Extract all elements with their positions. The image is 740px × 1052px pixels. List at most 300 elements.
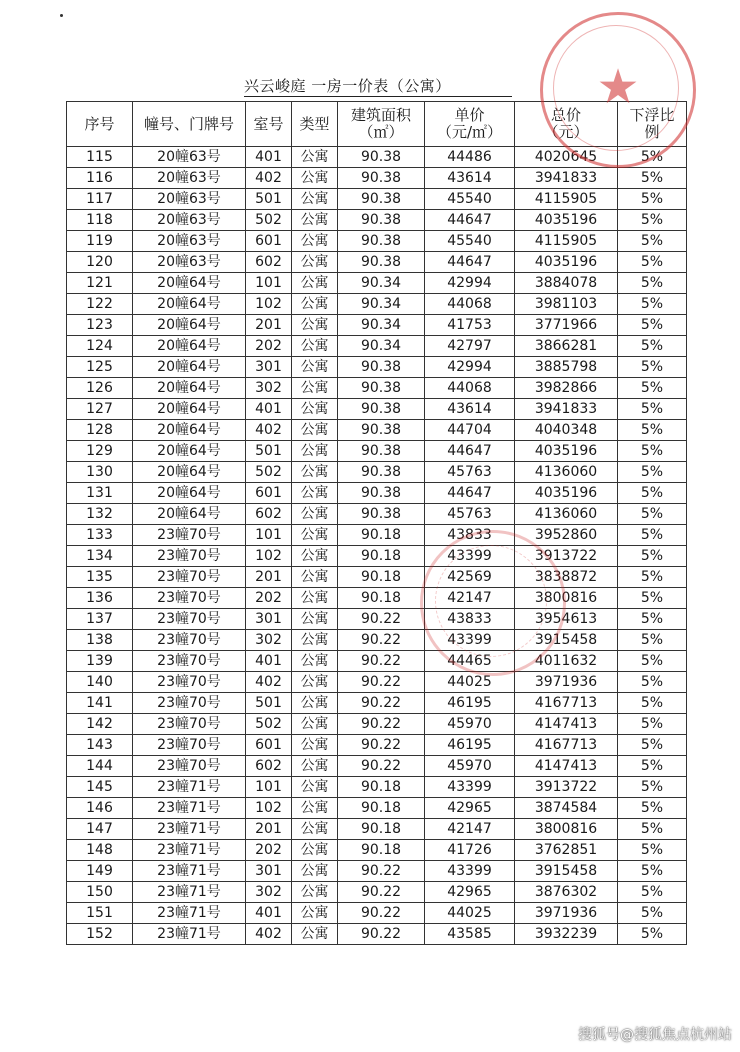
cell-area: 90.22	[338, 924, 425, 945]
cell-room: 402	[246, 672, 292, 693]
cell-type: 公寓	[292, 735, 338, 756]
cell-building-door: 20幢64号	[133, 504, 246, 525]
table-row	[67, 420, 687, 441]
cell-room: 501	[246, 189, 292, 210]
cell-total-price: 4035196	[515, 252, 618, 273]
cell-type: 公寓	[292, 231, 338, 252]
cell-unit-price: 44465	[425, 651, 515, 672]
table-row	[67, 315, 687, 336]
scan-speck	[60, 14, 63, 17]
cell-type: 公寓	[292, 903, 338, 924]
cell-index: 129	[67, 441, 133, 462]
cell-area: 90.38	[338, 441, 425, 462]
cell-discount: 5%	[618, 441, 687, 462]
cell-building-door: 23幢70号	[133, 630, 246, 651]
cell-discount: 5%	[618, 924, 687, 945]
cell-building-door: 23幢71号	[133, 861, 246, 882]
cell-room: 401	[246, 147, 292, 168]
cell-area: 90.18	[338, 798, 425, 819]
cell-building-door: 23幢70号	[133, 756, 246, 777]
cell-room: 602	[246, 504, 292, 525]
cell-total-price: 4040348	[515, 420, 618, 441]
cell-room: 401	[246, 399, 292, 420]
cell-area: 90.22	[338, 651, 425, 672]
cell-building-door: 20幢63号	[133, 210, 246, 231]
cell-index: 134	[67, 546, 133, 567]
cell-index: 149	[67, 861, 133, 882]
cell-unit-price: 45763	[425, 462, 515, 483]
table-row	[67, 231, 687, 252]
cell-building-door: 20幢64号	[133, 294, 246, 315]
cell-discount: 5%	[618, 630, 687, 651]
cell-unit-price: 44068	[425, 294, 515, 315]
cell-room: 301	[246, 609, 292, 630]
cell-total-price: 3874584	[515, 798, 618, 819]
cell-total-price: 3800816	[515, 588, 618, 609]
cell-unit-price: 43614	[425, 399, 515, 420]
cell-total-price: 3838872	[515, 567, 618, 588]
cell-unit-price: 44025	[425, 672, 515, 693]
cell-area: 90.22	[338, 714, 425, 735]
cell-index: 136	[67, 588, 133, 609]
cell-type: 公寓	[292, 189, 338, 210]
price-table	[66, 101, 687, 945]
cell-room: 502	[246, 210, 292, 231]
cell-unit-price: 46195	[425, 693, 515, 714]
page-title: 兴云峻庭 一房一价表（公寓）	[244, 76, 512, 97]
cell-unit-price: 45763	[425, 504, 515, 525]
cell-discount: 5%	[618, 819, 687, 840]
cell-unit-price: 42797	[425, 336, 515, 357]
cell-type: 公寓	[292, 672, 338, 693]
cell-unit-price: 42569	[425, 567, 515, 588]
cell-area: 90.22	[338, 630, 425, 651]
cell-area: 90.38	[338, 147, 425, 168]
cell-discount: 5%	[618, 147, 687, 168]
cell-building-door: 20幢64号	[133, 441, 246, 462]
cell-room: 301	[246, 357, 292, 378]
table-row	[67, 546, 687, 567]
table-row	[67, 903, 687, 924]
cell-building-door: 23幢71号	[133, 819, 246, 840]
cell-area: 90.38	[338, 357, 425, 378]
cell-unit-price: 41753	[425, 315, 515, 336]
cell-index: 118	[67, 210, 133, 231]
cell-building-door: 20幢64号	[133, 483, 246, 504]
cell-unit-price: 46195	[425, 735, 515, 756]
cell-type: 公寓	[292, 399, 338, 420]
cell-building-door: 23幢71号	[133, 903, 246, 924]
cell-unit-price: 41726	[425, 840, 515, 861]
cell-total-price: 4136060	[515, 462, 618, 483]
cell-type: 公寓	[292, 441, 338, 462]
cell-total-price: 3884078	[515, 273, 618, 294]
cell-total-price: 4167713	[515, 693, 618, 714]
cell-discount: 5%	[618, 525, 687, 546]
watermark-text: 搜狐号@搜狐焦点杭州站	[578, 1027, 732, 1043]
cell-room: 502	[246, 462, 292, 483]
cell-building-door: 23幢70号	[133, 714, 246, 735]
col-header-room: 室号	[246, 102, 292, 147]
cell-room: 102	[246, 294, 292, 315]
cell-total-price: 4115905	[515, 231, 618, 252]
cell-building-door: 23幢70号	[133, 693, 246, 714]
cell-type: 公寓	[292, 567, 338, 588]
cell-total-price: 3885798	[515, 357, 618, 378]
cell-unit-price: 42994	[425, 357, 515, 378]
cell-room: 401	[246, 651, 292, 672]
cell-total-price: 3876302	[515, 882, 618, 903]
cell-total-price: 4035196	[515, 483, 618, 504]
cell-unit-price: 45970	[425, 714, 515, 735]
cell-building-door: 20幢64号	[133, 336, 246, 357]
cell-unit-price: 43833	[425, 609, 515, 630]
cell-building-door: 20幢64号	[133, 273, 246, 294]
cell-room: 201	[246, 567, 292, 588]
cell-index: 128	[67, 420, 133, 441]
cell-building-door: 23幢71号	[133, 798, 246, 819]
cell-unit-price: 43833	[425, 525, 515, 546]
cell-discount: 5%	[618, 609, 687, 630]
table-row	[67, 651, 687, 672]
cell-total-price: 3971936	[515, 903, 618, 924]
cell-discount: 5%	[618, 252, 687, 273]
cell-index: 141	[67, 693, 133, 714]
cell-building-door: 20幢64号	[133, 462, 246, 483]
table-row	[67, 735, 687, 756]
cell-area: 90.38	[338, 504, 425, 525]
cell-area: 90.38	[338, 378, 425, 399]
cell-room: 501	[246, 441, 292, 462]
cell-index: 143	[67, 735, 133, 756]
cell-index: 117	[67, 189, 133, 210]
cell-building-door: 23幢71号	[133, 882, 246, 903]
cell-index: 119	[67, 231, 133, 252]
cell-building-door: 23幢70号	[133, 588, 246, 609]
cell-discount: 5%	[618, 735, 687, 756]
cell-discount: 5%	[618, 462, 687, 483]
cell-total-price: 3941833	[515, 399, 618, 420]
cell-room: 101	[246, 525, 292, 546]
cell-area: 90.22	[338, 756, 425, 777]
cell-index: 120	[67, 252, 133, 273]
table-row	[67, 882, 687, 903]
cell-index: 132	[67, 504, 133, 525]
cell-total-price: 3954613	[515, 609, 618, 630]
cell-type: 公寓	[292, 252, 338, 273]
cell-type: 公寓	[292, 168, 338, 189]
cell-total-price: 3913722	[515, 546, 618, 567]
table-row	[67, 504, 687, 525]
cell-unit-price: 43614	[425, 168, 515, 189]
cell-type: 公寓	[292, 798, 338, 819]
cell-area: 90.34	[338, 336, 425, 357]
col-header-index: 序号	[67, 102, 133, 147]
cell-building-door: 20幢64号	[133, 357, 246, 378]
cell-building-door: 20幢64号	[133, 420, 246, 441]
cell-discount: 5%	[618, 777, 687, 798]
cell-area: 90.34	[338, 273, 425, 294]
cell-type: 公寓	[292, 693, 338, 714]
cell-type: 公寓	[292, 483, 338, 504]
cell-building-door: 20幢63号	[133, 189, 246, 210]
table-row	[67, 777, 687, 798]
cell-building-door: 20幢63号	[133, 231, 246, 252]
cell-index: 125	[67, 357, 133, 378]
cell-type: 公寓	[292, 378, 338, 399]
cell-room: 102	[246, 546, 292, 567]
cell-total-price: 3932239	[515, 924, 618, 945]
table-row	[67, 693, 687, 714]
table-body	[67, 147, 687, 945]
col-header-building-door: 幢号、门牌号	[133, 102, 246, 147]
cell-room: 302	[246, 378, 292, 399]
cell-discount: 5%	[618, 840, 687, 861]
cell-discount: 5%	[618, 714, 687, 735]
cell-area: 90.38	[338, 252, 425, 273]
cell-index: 137	[67, 609, 133, 630]
cell-room: 101	[246, 777, 292, 798]
cell-type: 公寓	[292, 420, 338, 441]
cell-discount: 5%	[618, 420, 687, 441]
cell-unit-price: 42965	[425, 882, 515, 903]
cell-index: 144	[67, 756, 133, 777]
cell-building-door: 23幢70号	[133, 735, 246, 756]
table-row	[67, 861, 687, 882]
cell-building-door: 23幢71号	[133, 777, 246, 798]
cell-index: 121	[67, 273, 133, 294]
cell-index: 142	[67, 714, 133, 735]
cell-room: 102	[246, 798, 292, 819]
cell-type: 公寓	[292, 273, 338, 294]
cell-room: 202	[246, 588, 292, 609]
cell-area: 90.38	[338, 420, 425, 441]
cell-total-price: 3913722	[515, 777, 618, 798]
cell-unit-price: 45540	[425, 231, 515, 252]
table-row	[67, 630, 687, 651]
cell-type: 公寓	[292, 777, 338, 798]
table-row	[67, 210, 687, 231]
cell-discount: 5%	[618, 273, 687, 294]
cell-type: 公寓	[292, 609, 338, 630]
cell-room: 601	[246, 231, 292, 252]
cell-area: 90.34	[338, 315, 425, 336]
cell-room: 401	[246, 903, 292, 924]
cell-building-door: 20幢63号	[133, 168, 246, 189]
cell-discount: 5%	[618, 336, 687, 357]
cell-type: 公寓	[292, 462, 338, 483]
cell-total-price: 4035196	[515, 210, 618, 231]
cell-area: 90.38	[338, 210, 425, 231]
cell-area: 90.38	[338, 483, 425, 504]
cell-index: 133	[67, 525, 133, 546]
cell-discount: 5%	[618, 399, 687, 420]
cell-building-door: 23幢70号	[133, 672, 246, 693]
cell-unit-price: 44647	[425, 483, 515, 504]
col-header-area: 建筑面积 （㎡）	[338, 102, 425, 147]
cell-discount: 5%	[618, 861, 687, 882]
cell-type: 公寓	[292, 315, 338, 336]
cell-type: 公寓	[292, 294, 338, 315]
cell-type: 公寓	[292, 819, 338, 840]
cell-building-door: 23幢70号	[133, 546, 246, 567]
cell-building-door: 20幢63号	[133, 147, 246, 168]
cell-building-door: 23幢70号	[133, 651, 246, 672]
cell-discount: 5%	[618, 798, 687, 819]
cell-discount: 5%	[618, 168, 687, 189]
cell-area: 90.18	[338, 567, 425, 588]
cell-building-door: 23幢70号	[133, 525, 246, 546]
cell-total-price: 4011632	[515, 651, 618, 672]
cell-index: 131	[67, 483, 133, 504]
cell-discount: 5%	[618, 882, 687, 903]
cell-index: 124	[67, 336, 133, 357]
cell-unit-price: 42147	[425, 819, 515, 840]
cell-index: 116	[67, 168, 133, 189]
cell-total-price: 3971936	[515, 672, 618, 693]
cell-type: 公寓	[292, 210, 338, 231]
cell-index: 146	[67, 798, 133, 819]
table-row	[67, 252, 687, 273]
cell-unit-price: 43399	[425, 546, 515, 567]
cell-unit-price: 44647	[425, 210, 515, 231]
cell-unit-price: 43399	[425, 777, 515, 798]
cell-type: 公寓	[292, 630, 338, 651]
cell-area: 90.18	[338, 546, 425, 567]
cell-building-door: 20幢64号	[133, 399, 246, 420]
cell-unit-price: 44647	[425, 441, 515, 462]
cell-room: 201	[246, 315, 292, 336]
col-header-discount: 下浮比 例	[618, 102, 687, 147]
cell-discount: 5%	[618, 756, 687, 777]
table-row	[67, 168, 687, 189]
cell-area: 90.38	[338, 189, 425, 210]
cell-room: 601	[246, 735, 292, 756]
cell-index: 123	[67, 315, 133, 336]
cell-discount: 5%	[618, 483, 687, 504]
cell-total-price: 3866281	[515, 336, 618, 357]
cell-discount: 5%	[618, 903, 687, 924]
cell-unit-price: 42965	[425, 798, 515, 819]
cell-total-price: 3981103	[515, 294, 618, 315]
cell-area: 90.22	[338, 882, 425, 903]
cell-type: 公寓	[292, 924, 338, 945]
cell-area: 90.34	[338, 294, 425, 315]
cell-unit-price: 45540	[425, 189, 515, 210]
cell-unit-price: 43399	[425, 861, 515, 882]
cell-room: 202	[246, 336, 292, 357]
cell-area: 90.22	[338, 672, 425, 693]
cell-discount: 5%	[618, 546, 687, 567]
cell-room: 602	[246, 252, 292, 273]
seal-star-icon: ★	[596, 59, 640, 115]
cell-type: 公寓	[292, 840, 338, 861]
table-row	[67, 924, 687, 945]
cell-building-door: 23幢71号	[133, 840, 246, 861]
cell-type: 公寓	[292, 882, 338, 903]
cell-area: 90.18	[338, 588, 425, 609]
cell-discount: 5%	[618, 651, 687, 672]
cell-room: 402	[246, 168, 292, 189]
cell-type: 公寓	[292, 588, 338, 609]
cell-total-price: 3982866	[515, 378, 618, 399]
table-row	[67, 189, 687, 210]
cell-building-door: 23幢70号	[133, 567, 246, 588]
cell-index: 150	[67, 882, 133, 903]
cell-total-price: 4115905	[515, 189, 618, 210]
table-row	[67, 273, 687, 294]
cell-room: 302	[246, 882, 292, 903]
cell-area: 90.22	[338, 861, 425, 882]
cell-area: 90.18	[338, 819, 425, 840]
cell-total-price: 4136060	[515, 504, 618, 525]
cell-area: 90.18	[338, 840, 425, 861]
cell-discount: 5%	[618, 378, 687, 399]
cell-unit-price: 44704	[425, 420, 515, 441]
col-header-unit-price: 单价 （元/㎡）	[425, 102, 515, 147]
cell-unit-price: 44647	[425, 252, 515, 273]
table-row	[67, 525, 687, 546]
cell-total-price: 4167713	[515, 735, 618, 756]
col-header-type: 类型	[292, 102, 338, 147]
cell-total-price: 4020645	[515, 147, 618, 168]
table-row	[67, 819, 687, 840]
table-row	[67, 147, 687, 168]
cell-type: 公寓	[292, 714, 338, 735]
cell-total-price: 3771966	[515, 315, 618, 336]
cell-unit-price: 43585	[425, 924, 515, 945]
cell-discount: 5%	[618, 357, 687, 378]
cell-room: 602	[246, 756, 292, 777]
cell-room: 402	[246, 420, 292, 441]
table-row	[67, 609, 687, 630]
cell-area: 90.18	[338, 525, 425, 546]
table-row	[67, 336, 687, 357]
table-row	[67, 483, 687, 504]
table-row	[67, 462, 687, 483]
cell-total-price: 3762851	[515, 840, 618, 861]
cell-index: 152	[67, 924, 133, 945]
cell-unit-price: 43399	[425, 630, 515, 651]
cell-unit-price: 42147	[425, 588, 515, 609]
cell-index: 135	[67, 567, 133, 588]
cell-index: 126	[67, 378, 133, 399]
cell-unit-price: 44486	[425, 147, 515, 168]
cell-unit-price: 44068	[425, 378, 515, 399]
cell-discount: 5%	[618, 504, 687, 525]
cell-total-price: 3952860	[515, 525, 618, 546]
cell-unit-price: 44025	[425, 903, 515, 924]
cell-discount: 5%	[618, 672, 687, 693]
cell-room: 301	[246, 861, 292, 882]
cell-index: 151	[67, 903, 133, 924]
cell-total-price: 4035196	[515, 441, 618, 462]
cell-index: 122	[67, 294, 133, 315]
cell-type: 公寓	[292, 651, 338, 672]
cell-type: 公寓	[292, 756, 338, 777]
cell-building-door: 20幢64号	[133, 315, 246, 336]
cell-total-price: 4147413	[515, 714, 618, 735]
cell-discount: 5%	[618, 567, 687, 588]
cell-index: 140	[67, 672, 133, 693]
table-row	[67, 588, 687, 609]
cell-room: 202	[246, 840, 292, 861]
cell-type: 公寓	[292, 504, 338, 525]
cell-room: 302	[246, 630, 292, 651]
cell-discount: 5%	[618, 189, 687, 210]
cell-index: 115	[67, 147, 133, 168]
cell-area: 90.22	[338, 693, 425, 714]
